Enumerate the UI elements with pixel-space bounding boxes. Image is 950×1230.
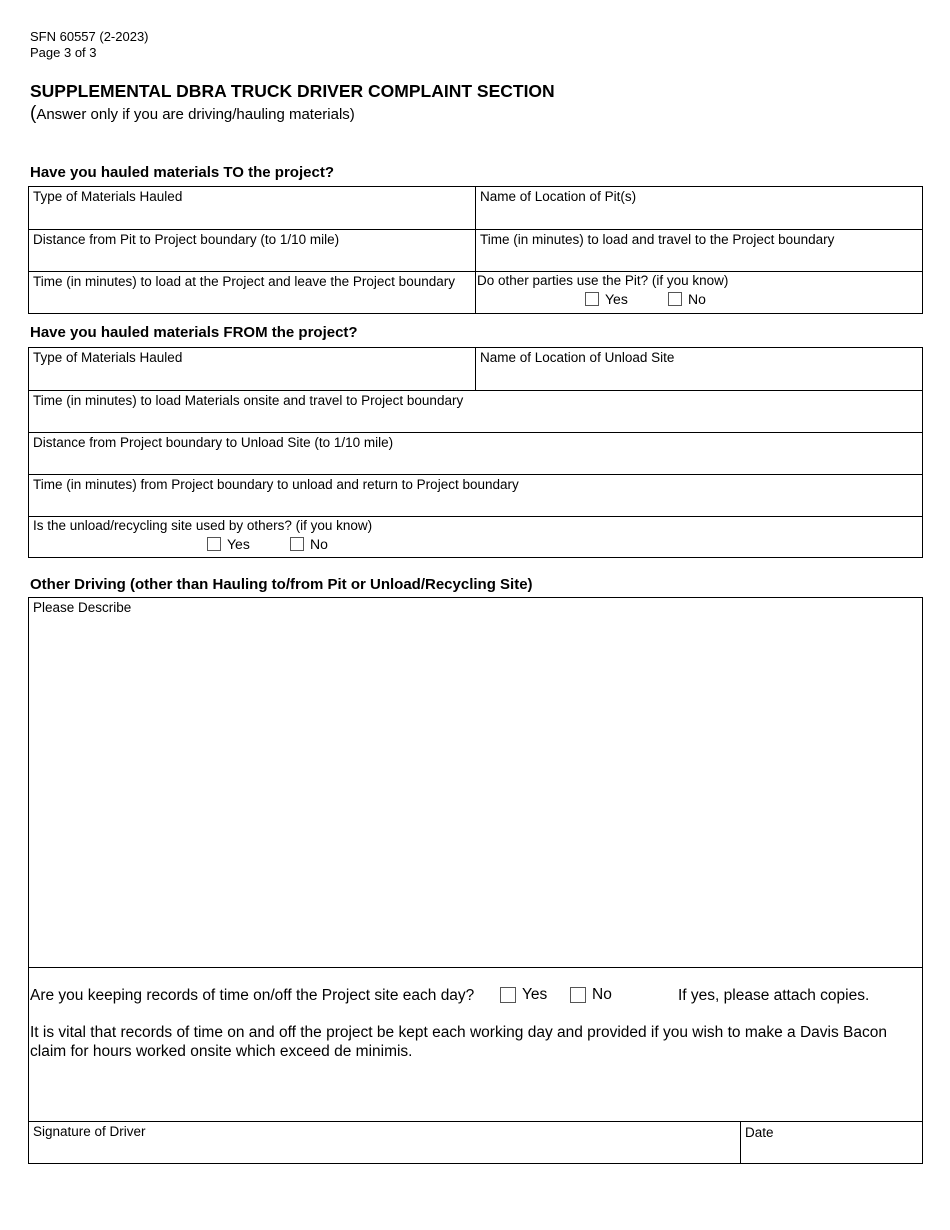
to-pit-location-label: Name of Location of Pit(s) [480, 189, 637, 204]
to-time-load-travel-cell[interactable] [476, 230, 922, 271]
from-unload-location-input[interactable] [480, 371, 918, 388]
from-unload-location-label: Name of Location of Unload Site [480, 350, 675, 365]
date-cell[interactable] [741, 1122, 922, 1163]
from-unload-used-yes[interactable] [207, 536, 250, 552]
to-time-load-leave-cell[interactable] [29, 272, 475, 313]
section-from-table [28, 347, 923, 558]
describe-label: Please Describe [33, 600, 132, 615]
to-time-load-travel-label: Time (in minutes) to load and travel to the Project boundary [480, 232, 835, 247]
to-other-parties-no[interactable] [668, 291, 706, 307]
from-distance-unload-label: Distance from Project boundary to Unload Site (to 1/10 mile) [33, 435, 394, 450]
from-time-unload-return-cell[interactable] [29, 475, 922, 516]
vital-note: It is vital that records of time on and off the project be kept each working day and provided if you wish to make a Davis Bacon claim for hours worked onsite which exceed de minimis. [30, 1024, 887, 1060]
section-to-heading: Have you hauled materials TO the project? [30, 164, 334, 181]
to-pit-location-input[interactable] [480, 210, 918, 227]
from-time-load-onsite-cell[interactable] [29, 391, 922, 432]
form-subtitle [30, 103, 355, 125]
to-other-parties-label: Do other parties use the Pit? (if you know) [477, 273, 729, 288]
records-yes[interactable] [500, 986, 547, 1004]
page-indicator: Page 3 of 3 [30, 45, 97, 60]
from-type-materials-input[interactable] [33, 371, 471, 388]
to-other-parties-no-checkbox[interactable] [668, 292, 682, 306]
from-unload-used-yes-checkbox[interactable] [207, 537, 221, 551]
form-title: SUPPLEMENTAL DBRA TRUCK DRIVER COMPLAINT SECTION [30, 81, 555, 101]
describe-cell [29, 598, 922, 967]
form-number: SFN 60557 (2-2023) [30, 29, 149, 44]
subtitle-text: Answer only if you are driving/hauling materials) [36, 106, 355, 123]
section-to-table [28, 186, 923, 314]
from-time-unload-return-input[interactable] [33, 497, 918, 514]
to-time-load-leave-label: Time (in minutes) to load at the Project and leave the Project boundary [33, 274, 455, 289]
records-no[interactable] [570, 986, 612, 1004]
signature-cell[interactable] [29, 1122, 740, 1163]
to-distance-pit-cell[interactable] [29, 230, 475, 271]
from-unload-location-cell[interactable] [476, 348, 922, 390]
from-time-unload-return-label: Time (in minutes) from Project boundary to unload and return to Project boundary [33, 477, 519, 492]
to-distance-pit-input[interactable] [33, 252, 471, 269]
to-other-parties-no-label: No [688, 291, 706, 307]
to-type-materials-label: Type of Materials Hauled [33, 189, 183, 204]
from-unload-used-yes-label: Yes [227, 536, 250, 552]
records-yes-checkbox[interactable] [500, 987, 516, 1003]
to-other-parties-yes-label: Yes [605, 291, 628, 307]
date-input[interactable] [745, 1144, 918, 1161]
section-other-table [28, 597, 923, 1164]
from-unload-used-no[interactable] [290, 536, 328, 552]
section-other-heading: Other Driving (other than Hauling to/from Pit or Unload/Recycling Site) [30, 576, 533, 593]
from-unload-used-cell [29, 516, 922, 557]
to-other-parties-yes-checkbox[interactable] [585, 292, 599, 306]
section-from-heading: Have you hauled materials FROM the project? [30, 324, 358, 341]
describe-textarea[interactable] [33, 620, 917, 964]
to-distance-pit-label: Distance from Pit to Project boundary (to 1/10 mile) [33, 232, 340, 247]
records-no-label: No [592, 986, 612, 1003]
from-type-materials-cell[interactable] [29, 348, 475, 390]
signature-label: Signature of Driver [33, 1124, 146, 1139]
to-other-parties-yes[interactable] [585, 291, 628, 307]
to-other-parties-cell [476, 271, 922, 313]
from-unload-used-no-label: No [310, 536, 328, 552]
from-unload-used-label: Is the unload/recycling site used by others? (if you know) [33, 518, 373, 533]
records-no-checkbox[interactable] [570, 987, 586, 1003]
from-time-load-onsite-label: Time (in minutes) to load Materials onsite and travel to Project boundary [33, 393, 464, 408]
from-type-materials-label: Type of Materials Hauled [33, 350, 183, 365]
date-label: Date [745, 1125, 774, 1140]
to-type-materials-cell[interactable] [29, 187, 475, 229]
from-unload-used-no-checkbox[interactable] [290, 537, 304, 551]
from-distance-unload-input[interactable] [33, 455, 918, 472]
signature-input[interactable] [33, 1144, 736, 1161]
records-yes-label: Yes [522, 986, 548, 1003]
to-time-load-travel-input[interactable] [480, 252, 918, 269]
to-type-materials-input[interactable] [33, 210, 471, 227]
attach-note: If yes, please attach copies. [678, 987, 870, 1004]
from-time-load-onsite-input[interactable] [33, 413, 918, 430]
subtitle-paren: ( [30, 103, 37, 124]
records-question: Are you keeping records of time on/off the Project site each day? [30, 987, 475, 1004]
to-pit-location-cell[interactable] [476, 187, 922, 229]
from-distance-unload-cell[interactable] [29, 433, 922, 474]
to-time-load-leave-input[interactable] [33, 294, 471, 311]
